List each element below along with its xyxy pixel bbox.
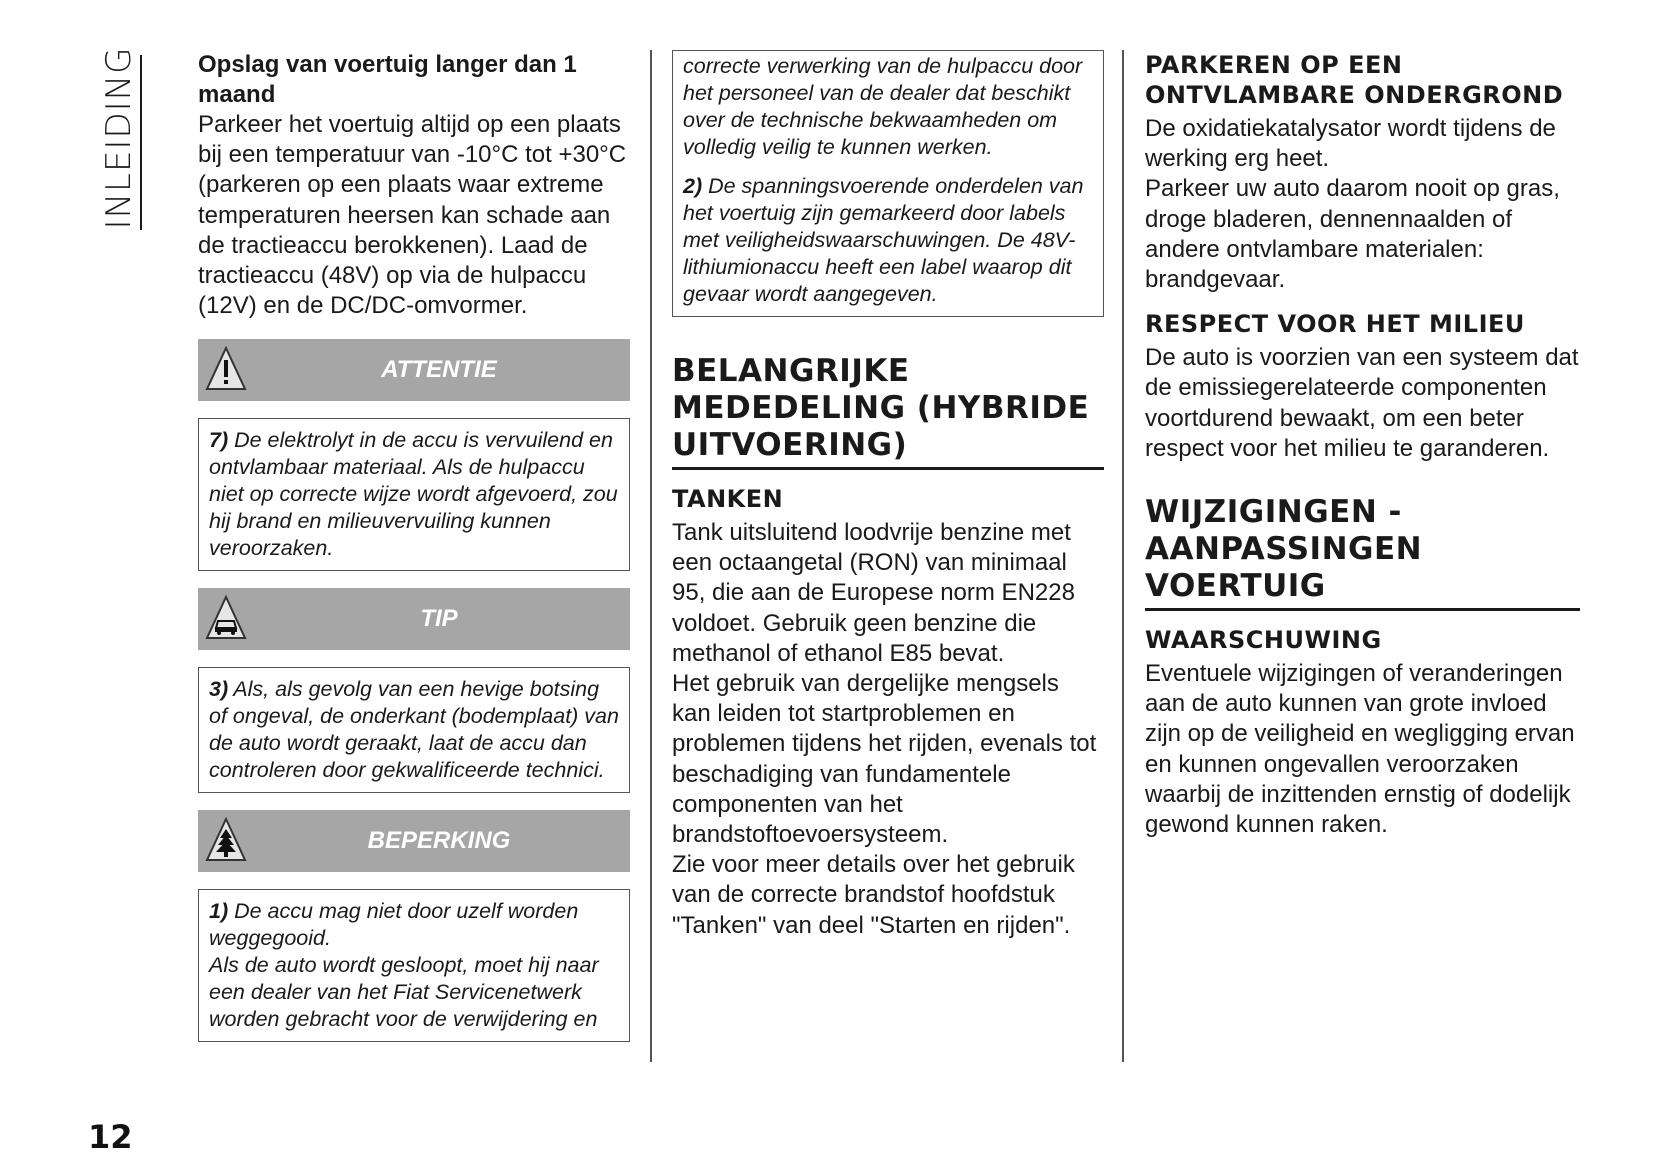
- storage-paragraph: Parkeer het voertuig altijd op een plaats bij een temperatuur van -10°C tot +30°C (parkeren op een plaats waar extreme temperaturen heersen kan schade aan de tractieaccu berokkenen). Laad de tractieaccu (48V) op via de hulpaccu (12V) en de DC/DC-omvormer.: [198, 111, 627, 320]
- column-2: [672, 50, 1104, 941]
- tip-note: [198, 667, 630, 793]
- note-number: 2): [683, 174, 703, 198]
- column-divider-2: [1122, 50, 1124, 1062]
- note-number: 1): [209, 899, 229, 924]
- column-1: [198, 50, 630, 1042]
- note-text: De spanningsvoerende onderdelen van het voertuig zijn gemarkeerd door labels met veiligheidswaarschuwingen. De 48V-lithiumionaccu heeft een label waarop dit gevaar wordt aangegeven.: [683, 174, 1084, 306]
- section-rule: [1145, 608, 1580, 611]
- continued-note-text: correcte verwerking van de hulpaccu door het personeel van de dealer dat beschikt over de technische bekwaamheden om volledig veilig te kunnen werken.: [683, 54, 1083, 159]
- car-icon: [204, 594, 248, 644]
- page-number: 12: [88, 1118, 133, 1156]
- note-text: De elektrolyt in de accu is vervuilend en ontvlambaar materiaal. Als de hulpaccu niet op correcte wijze wordt afgevoerd, zou hij brand en milieuvervuiling kunnen veroorzaken.: [209, 428, 618, 561]
- section-sidebar-text: INLEIDING: [99, 46, 139, 229]
- tip-banner: [198, 588, 630, 650]
- heading-waarschuwing: WAARSCHUWING: [1145, 626, 1382, 655]
- section-title-hybrid: BELANGRIJKE MEDEDELING (HYBRIDE UITVOERING): [672, 353, 1090, 463]
- beperking-note: [198, 889, 630, 1042]
- beperking-label: BEPERKING: [367, 827, 511, 855]
- column-divider-1: [650, 50, 652, 1062]
- beperking-banner: [198, 810, 630, 872]
- tanken-paragraph: Tank uitsluitend loodvrije benzine met een octaangetal (RON) van minimaal 95, die aan de Europese norm EN228 voldoet. Gebruik geen benzine die methanol of ethanol E85 bevat. Het gebruik van dergelijke mengsels kan leiden tot startproblemen en problemen tijdens het rijden, evenals tot beschadiging van fundamentele componenten van het brandstoftoevoersysteem. Zie voor meer details over het gebruik van de correcte brandstof hoofdstuk "Tanken" van deel "Starten en rijden".: [672, 519, 1097, 939]
- parkeren-paragraph: De oxidatiekatalysator wordt tijdens de werking erg heet. Parkeer uw auto daarom nooit op gras, droge bladeren, dennennaalden of andere ontvlambare materialen: brandgevaar.: [1145, 115, 1560, 294]
- section-title-wijzigingen: WIJZIGINGEN - AANPASSINGEN VOERTUIG: [1145, 494, 1423, 605]
- waarschuwing-paragraph: Eventuele wijzigingen of veranderingen aan de auto kunnen van grote invloed zijn op de veiligheid en wegligging ervan en kunnen ongevallen veroorzaken waarbij de inzittenden ernstig of dodelijk gewond kunnen raken.: [1145, 660, 1575, 839]
- note-text: De accu mag niet door uzelf worden weggegooid.: [209, 899, 579, 951]
- note-number: 3): [209, 677, 229, 702]
- storage-heading: Opslag van voertuig langer dan 1 maand: [198, 51, 577, 108]
- heading-parkeren: PARKEREN OP EEN ONTVLAMBARE ONDERGROND: [1145, 51, 1564, 109]
- attentie-banner: [198, 339, 630, 401]
- column-3: [1145, 50, 1580, 840]
- tip-label: TIP: [420, 605, 458, 633]
- section-sidebar-label: [99, 46, 139, 229]
- subsection-title-tanken: TANKEN: [672, 485, 784, 513]
- note-text: Als, als gevolg van een hevige botsing of ongeval, de onderkant (bodemplaat) van de auto wordt geraakt, laat de accu dan controleren door gekwalificeerde technici.: [209, 677, 619, 783]
- heading-milieu: RESPECT VOOR HET MILIEU: [1145, 310, 1525, 339]
- milieu-paragraph: De auto is voorzien van een systeem dat de emissiegerelateerde componenten voortdurend bewaakt, om een beter respect voor het milieu te garanderen.: [1145, 344, 1579, 462]
- tree-icon: [204, 816, 248, 866]
- attentie-label: ATTENTIE: [381, 356, 497, 384]
- sidebar-divider: [140, 55, 142, 230]
- warning-triangle-icon: [204, 345, 248, 395]
- note-text-continued: Als de auto wordt gesloopt, moet hij naar een dealer van het Fiat Servicenetwerk worden gebracht voor de verwijdering en: [209, 953, 599, 1032]
- section-rule: [672, 467, 1104, 470]
- attentie-note: [198, 418, 630, 571]
- note-number: 7): [209, 428, 229, 453]
- continued-note-box: [672, 50, 1104, 317]
